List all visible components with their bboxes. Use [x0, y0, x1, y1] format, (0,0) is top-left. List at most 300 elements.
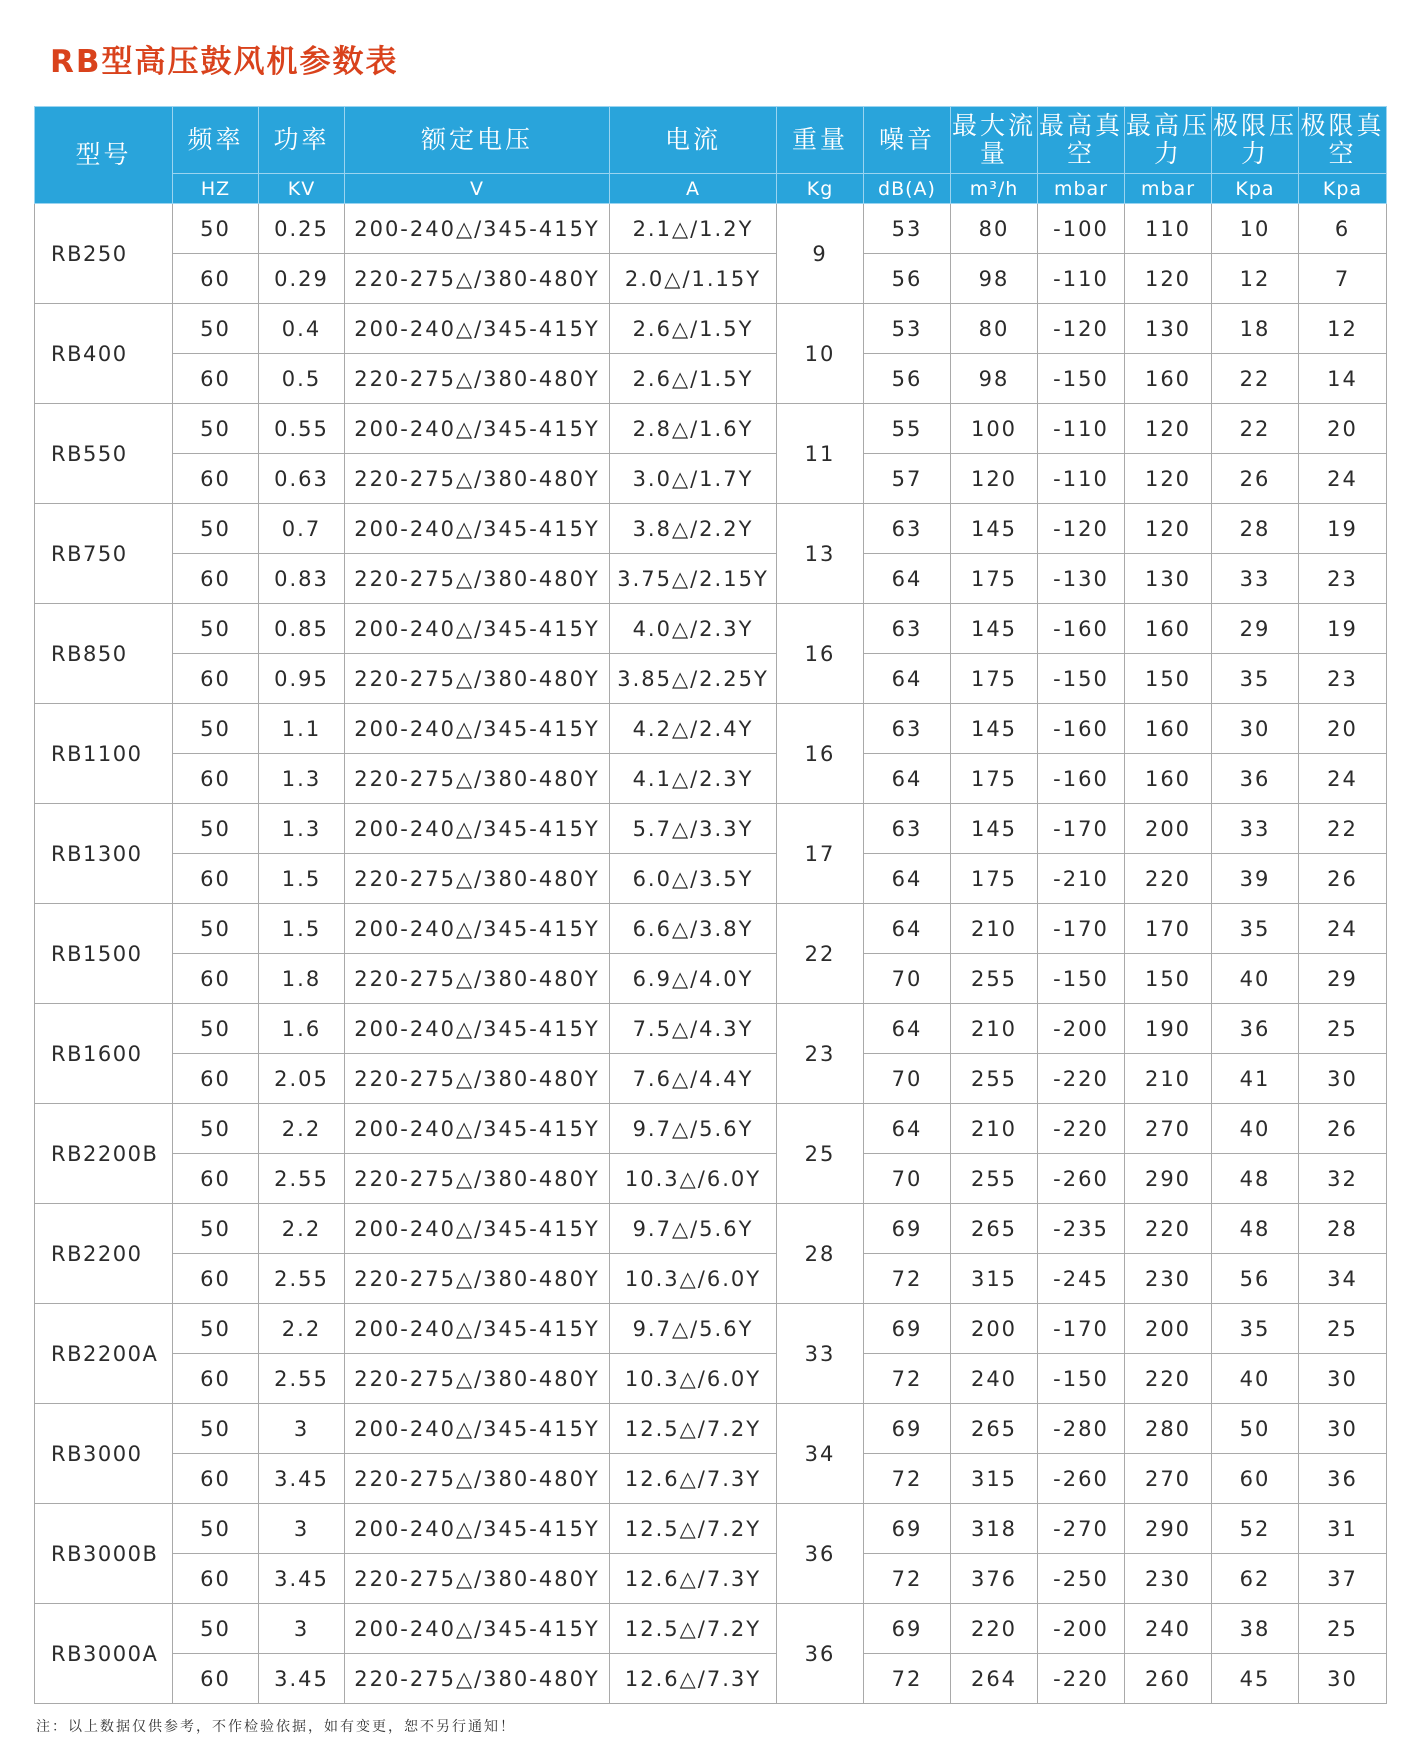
cell-voltage: 220-275△/380-480Y [345, 1654, 610, 1704]
cell-noise: 53 [864, 204, 951, 254]
unit-limit-vacuum: Kpa [1299, 174, 1387, 204]
cell-model: RB2200B [35, 1104, 173, 1204]
cell-current: 4.0△/2.3Y [610, 604, 777, 654]
cell-max-pressure: 160 [1125, 354, 1212, 404]
cell-noise: 69 [864, 1404, 951, 1454]
cell-voltage: 200-240△/345-415Y [345, 604, 610, 654]
cell-limit-vacuum: 31 [1299, 1504, 1387, 1554]
cell-limit-pressure: 48 [1212, 1154, 1299, 1204]
cell-current: 2.6△/1.5Y [610, 354, 777, 404]
table-row [35, 1304, 1387, 1354]
cell-noise: 64 [864, 554, 951, 604]
cell-limit-vacuum: 30 [1299, 1354, 1387, 1404]
cell-noise: 53 [864, 304, 951, 354]
cell-max-pressure: 290 [1125, 1504, 1212, 1554]
cell-limit-pressure: 26 [1212, 454, 1299, 504]
cell-limit-vacuum: 25 [1299, 1304, 1387, 1354]
cell-model: RB850 [35, 604, 173, 704]
header-model: 型号 [35, 107, 173, 204]
cell-current: 2.1△/1.2Y [610, 204, 777, 254]
cell-voltage: 200-240△/345-415Y [345, 204, 610, 254]
cell-noise: 56 [864, 254, 951, 304]
cell-limit-pressure: 62 [1212, 1554, 1299, 1604]
cell-frequency: 60 [173, 1554, 259, 1604]
cell-power: 3 [259, 1604, 345, 1654]
table-row [35, 854, 1387, 904]
table-row [35, 1154, 1387, 1204]
table-row [35, 704, 1387, 754]
cell-frequency: 50 [173, 204, 259, 254]
cell-power: 1.5 [259, 854, 345, 904]
cell-weight: 11 [777, 404, 864, 504]
cell-voltage: 200-240△/345-415Y [345, 1404, 610, 1454]
cell-power: 2.55 [259, 1254, 345, 1304]
cell-weight: 25 [777, 1104, 864, 1204]
footnote: 注：以上数据仅供参考，不作检验依据，如有变更，恕不另行通知！ [36, 1719, 516, 1735]
table-row [35, 1054, 1387, 1104]
header-limit-pressure: 极限压力 [1212, 107, 1299, 174]
cell-noise: 63 [864, 804, 951, 854]
cell-current: 10.3△/6.0Y [610, 1354, 777, 1404]
cell-current: 7.6△/4.4Y [610, 1054, 777, 1104]
cell-limit-pressure: 30 [1212, 704, 1299, 754]
cell-frequency: 50 [173, 404, 259, 454]
cell-voltage: 220-275△/380-480Y [345, 354, 610, 404]
cell-noise: 64 [864, 654, 951, 704]
cell-max-flow: 98 [951, 254, 1038, 304]
cell-max-flow: 315 [951, 1254, 1038, 1304]
cell-voltage: 200-240△/345-415Y [345, 1004, 610, 1054]
cell-current: 3.85△/2.25Y [610, 654, 777, 704]
cell-noise: 69 [864, 1304, 951, 1354]
header-limit-vacuum: 极限真空 [1299, 107, 1387, 174]
cell-limit-pressure: 10 [1212, 204, 1299, 254]
cell-voltage: 220-275△/380-480Y [345, 1354, 610, 1404]
cell-power: 0.85 [259, 604, 345, 654]
table-row [35, 1404, 1387, 1454]
cell-noise: 64 [864, 904, 951, 954]
cell-weight: 33 [777, 1304, 864, 1404]
cell-power: 0.55 [259, 404, 345, 454]
header-current: 电流 [610, 107, 777, 174]
header-max-flow: 最大流量 [951, 107, 1038, 174]
table-row [35, 1004, 1387, 1054]
cell-frequency: 60 [173, 654, 259, 704]
cell-limit-vacuum: 26 [1299, 854, 1387, 904]
cell-max-pressure: 150 [1125, 954, 1212, 1004]
cell-max-flow: 210 [951, 904, 1038, 954]
cell-voltage: 220-275△/380-480Y [345, 1454, 610, 1504]
cell-power: 3 [259, 1504, 345, 1554]
unit-weight: Kg [777, 174, 864, 204]
cell-frequency: 60 [173, 1154, 259, 1204]
table-row [35, 554, 1387, 604]
cell-voltage: 220-275△/380-480Y [345, 1054, 610, 1104]
cell-current: 9.7△/5.6Y [610, 1104, 777, 1154]
cell-voltage: 220-275△/380-480Y [345, 254, 610, 304]
cell-limit-pressure: 45 [1212, 1654, 1299, 1704]
unit-current: A [610, 174, 777, 204]
cell-weight: 9 [777, 204, 864, 304]
table-row [35, 254, 1387, 304]
cell-max-pressure: 120 [1125, 454, 1212, 504]
cell-limit-pressure: 39 [1212, 854, 1299, 904]
cell-limit-vacuum: 14 [1299, 354, 1387, 404]
cell-model: RB250 [35, 204, 173, 304]
cell-weight: 16 [777, 704, 864, 804]
cell-weight: 17 [777, 804, 864, 904]
cell-frequency: 50 [173, 804, 259, 854]
cell-limit-pressure: 28 [1212, 504, 1299, 554]
cell-model: RB3000A [35, 1604, 173, 1704]
cell-limit-pressure: 36 [1212, 1004, 1299, 1054]
cell-max-flow: 210 [951, 1104, 1038, 1154]
cell-model: RB3000 [35, 1404, 173, 1504]
cell-max-vacuum: -245 [1038, 1254, 1125, 1304]
unit-max-vacuum: mbar [1038, 174, 1125, 204]
cell-current: 3.8△/2.2Y [610, 504, 777, 554]
cell-max-flow: 175 [951, 554, 1038, 604]
cell-power: 2.2 [259, 1204, 345, 1254]
cell-current: 6.6△/3.8Y [610, 904, 777, 954]
table-row [35, 1554, 1387, 1604]
cell-max-flow: 220 [951, 1604, 1038, 1654]
cell-weight: 13 [777, 504, 864, 604]
cell-frequency: 50 [173, 1504, 259, 1554]
table-row [35, 804, 1387, 854]
cell-current: 12.5△/7.2Y [610, 1504, 777, 1554]
cell-weight: 36 [777, 1504, 864, 1604]
cell-limit-pressure: 60 [1212, 1454, 1299, 1504]
cell-limit-vacuum: 23 [1299, 654, 1387, 704]
cell-current: 10.3△/6.0Y [610, 1154, 777, 1204]
cell-model: RB1300 [35, 804, 173, 904]
cell-max-vacuum: -210 [1038, 854, 1125, 904]
cell-frequency: 50 [173, 604, 259, 654]
cell-limit-pressure: 29 [1212, 604, 1299, 654]
cell-limit-pressure: 40 [1212, 954, 1299, 1004]
cell-noise: 64 [864, 1104, 951, 1154]
cell-frequency: 60 [173, 754, 259, 804]
cell-current: 12.5△/7.2Y [610, 1604, 777, 1654]
cell-voltage: 220-275△/380-480Y [345, 954, 610, 1004]
cell-voltage: 220-275△/380-480Y [345, 654, 610, 704]
cell-model: RB550 [35, 404, 173, 504]
cell-frequency: 60 [173, 954, 259, 1004]
cell-limit-vacuum: 34 [1299, 1254, 1387, 1304]
cell-model: RB1100 [35, 704, 173, 804]
cell-noise: 57 [864, 454, 951, 504]
cell-max-vacuum: -110 [1038, 254, 1125, 304]
unit-frequency: HZ [173, 174, 259, 204]
table-row [35, 1654, 1387, 1704]
cell-power: 0.25 [259, 204, 345, 254]
cell-voltage: 220-275△/380-480Y [345, 454, 610, 504]
cell-max-pressure: 230 [1125, 1254, 1212, 1304]
table-row [35, 1604, 1387, 1654]
cell-max-pressure: 170 [1125, 904, 1212, 954]
table-row [35, 304, 1387, 354]
header-power: 功率 [259, 107, 345, 174]
cell-limit-pressure: 41 [1212, 1054, 1299, 1104]
cell-max-flow: 98 [951, 354, 1038, 404]
cell-max-flow: 100 [951, 404, 1038, 454]
cell-power: 1.5 [259, 904, 345, 954]
cell-noise: 64 [864, 854, 951, 904]
cell-max-pressure: 290 [1125, 1154, 1212, 1204]
cell-power: 0.5 [259, 354, 345, 404]
cell-frequency: 60 [173, 354, 259, 404]
cell-limit-vacuum: 20 [1299, 704, 1387, 754]
cell-frequency: 50 [173, 1104, 259, 1154]
cell-max-flow: 315 [951, 1454, 1038, 1504]
cell-weight: 22 [777, 904, 864, 1004]
cell-limit-vacuum: 37 [1299, 1554, 1387, 1604]
cell-noise: 70 [864, 1154, 951, 1204]
table-row [35, 1454, 1387, 1504]
cell-max-vacuum: -200 [1038, 1604, 1125, 1654]
cell-max-vacuum: -250 [1038, 1554, 1125, 1604]
cell-limit-pressure: 35 [1212, 654, 1299, 704]
cell-limit-vacuum: 24 [1299, 454, 1387, 504]
header-frequency: 频率 [173, 107, 259, 174]
cell-max-vacuum: -160 [1038, 604, 1125, 654]
cell-noise: 70 [864, 1054, 951, 1104]
cell-limit-pressure: 35 [1212, 904, 1299, 954]
cell-model: RB400 [35, 304, 173, 404]
cell-frequency: 50 [173, 504, 259, 554]
unit-max-flow: m³/h [951, 174, 1038, 204]
cell-power: 0.63 [259, 454, 345, 504]
cell-max-flow: 80 [951, 204, 1038, 254]
table-row [35, 404, 1387, 454]
cell-current: 12.6△/7.3Y [610, 1654, 777, 1704]
cell-frequency: 50 [173, 1004, 259, 1054]
cell-limit-vacuum: 29 [1299, 954, 1387, 1004]
cell-voltage: 200-240△/345-415Y [345, 704, 610, 754]
cell-frequency: 50 [173, 904, 259, 954]
cell-weight: 16 [777, 604, 864, 704]
cell-frequency: 60 [173, 1054, 259, 1104]
cell-max-pressure: 210 [1125, 1054, 1212, 1104]
cell-voltage: 220-275△/380-480Y [345, 854, 610, 904]
cell-current: 10.3△/6.0Y [610, 1254, 777, 1304]
cell-limit-vacuum: 26 [1299, 1104, 1387, 1154]
cell-model: RB2200 [35, 1204, 173, 1304]
cell-noise: 64 [864, 1004, 951, 1054]
cell-power: 2.2 [259, 1304, 345, 1354]
cell-limit-vacuum: 25 [1299, 1604, 1387, 1654]
cell-max-pressure: 260 [1125, 1654, 1212, 1704]
cell-max-flow: 175 [951, 654, 1038, 704]
cell-max-vacuum: -160 [1038, 754, 1125, 804]
cell-power: 0.83 [259, 554, 345, 604]
unit-limit-pressure: Kpa [1212, 174, 1299, 204]
cell-limit-pressure: 36 [1212, 754, 1299, 804]
unit-max-pressure: mbar [1125, 174, 1212, 204]
cell-max-pressure: 270 [1125, 1104, 1212, 1154]
header-max-pressure: 最高压力 [1125, 107, 1212, 174]
cell-current: 9.7△/5.6Y [610, 1304, 777, 1354]
cell-model: RB2200A [35, 1304, 173, 1404]
cell-limit-vacuum: 19 [1299, 604, 1387, 654]
cell-voltage: 200-240△/345-415Y [345, 1604, 610, 1654]
cell-limit-vacuum: 30 [1299, 1404, 1387, 1454]
cell-noise: 63 [864, 704, 951, 754]
cell-limit-vacuum: 24 [1299, 904, 1387, 954]
cell-max-flow: 120 [951, 454, 1038, 504]
cell-voltage: 220-275△/380-480Y [345, 754, 610, 804]
cell-limit-vacuum: 30 [1299, 1654, 1387, 1704]
cell-max-flow: 145 [951, 604, 1038, 654]
cell-limit-vacuum: 32 [1299, 1154, 1387, 1204]
cell-limit-vacuum: 7 [1299, 254, 1387, 304]
cell-weight: 28 [777, 1204, 864, 1304]
cell-max-pressure: 220 [1125, 1354, 1212, 1404]
header-max-vacuum: 最高真空 [1038, 107, 1125, 174]
cell-max-flow: 318 [951, 1504, 1038, 1554]
cell-max-vacuum: -120 [1038, 504, 1125, 554]
cell-power: 1.3 [259, 754, 345, 804]
table-body [35, 204, 1387, 1704]
cell-noise: 69 [864, 1604, 951, 1654]
cell-limit-vacuum: 6 [1299, 204, 1387, 254]
cell-max-pressure: 130 [1125, 304, 1212, 354]
cell-limit-pressure: 18 [1212, 304, 1299, 354]
cell-max-flow: 265 [951, 1404, 1038, 1454]
cell-limit-vacuum: 12 [1299, 304, 1387, 354]
table-row [35, 204, 1387, 254]
cell-frequency: 50 [173, 1304, 259, 1354]
cell-limit-pressure: 40 [1212, 1354, 1299, 1404]
cell-max-flow: 210 [951, 1004, 1038, 1054]
cell-weight: 34 [777, 1404, 864, 1504]
cell-current: 7.5△/4.3Y [610, 1004, 777, 1054]
cell-power: 0.7 [259, 504, 345, 554]
cell-voltage: 200-240△/345-415Y [345, 404, 610, 454]
cell-limit-vacuum: 25 [1299, 1004, 1387, 1054]
cell-max-pressure: 120 [1125, 404, 1212, 454]
table-header [35, 107, 1387, 204]
cell-weight: 36 [777, 1604, 864, 1704]
cell-limit-pressure: 52 [1212, 1504, 1299, 1554]
cell-voltage: 200-240△/345-415Y [345, 904, 610, 954]
cell-frequency: 50 [173, 704, 259, 754]
cell-voltage: 220-275△/380-480Y [345, 1254, 610, 1304]
cell-max-flow: 376 [951, 1554, 1038, 1604]
cell-voltage: 220-275△/380-480Y [345, 554, 610, 604]
cell-power: 0.95 [259, 654, 345, 704]
table-row [35, 1354, 1387, 1404]
cell-power: 2.55 [259, 1154, 345, 1204]
cell-current: 9.7△/5.6Y [610, 1204, 777, 1254]
cell-max-pressure: 270 [1125, 1454, 1212, 1504]
table-row [35, 904, 1387, 954]
cell-max-vacuum: -220 [1038, 1104, 1125, 1154]
cell-max-vacuum: -150 [1038, 954, 1125, 1004]
cell-frequency: 60 [173, 1454, 259, 1504]
cell-power: 2.2 [259, 1104, 345, 1154]
cell-limit-vacuum: 36 [1299, 1454, 1387, 1504]
cell-max-flow: 80 [951, 304, 1038, 354]
cell-max-flow: 200 [951, 1304, 1038, 1354]
cell-max-pressure: 160 [1125, 704, 1212, 754]
cell-noise: 69 [864, 1504, 951, 1554]
cell-noise: 72 [864, 1454, 951, 1504]
cell-current: 2.6△/1.5Y [610, 304, 777, 354]
cell-max-pressure: 160 [1125, 604, 1212, 654]
cell-power: 1.6 [259, 1004, 345, 1054]
cell-max-flow: 145 [951, 504, 1038, 554]
cell-max-vacuum: -150 [1038, 1354, 1125, 1404]
table-row [35, 1504, 1387, 1554]
unit-noise: dB(A) [864, 174, 951, 204]
cell-noise: 63 [864, 504, 951, 554]
cell-noise: 56 [864, 354, 951, 404]
cell-limit-vacuum: 24 [1299, 754, 1387, 804]
cell-limit-vacuum: 19 [1299, 504, 1387, 554]
cell-current: 2.0△/1.15Y [610, 254, 777, 304]
cell-limit-vacuum: 28 [1299, 1204, 1387, 1254]
cell-max-vacuum: -270 [1038, 1504, 1125, 1554]
table-row [35, 454, 1387, 504]
cell-max-vacuum: -260 [1038, 1154, 1125, 1204]
cell-power: 1.8 [259, 954, 345, 1004]
cell-limit-pressure: 40 [1212, 1104, 1299, 1154]
cell-model: RB750 [35, 504, 173, 604]
cell-max-pressure: 220 [1125, 854, 1212, 904]
cell-frequency: 60 [173, 554, 259, 604]
cell-limit-vacuum: 30 [1299, 1054, 1387, 1104]
cell-current: 12.6△/7.3Y [610, 1454, 777, 1504]
cell-limit-pressure: 38 [1212, 1604, 1299, 1654]
cell-limit-pressure: 50 [1212, 1404, 1299, 1454]
cell-current: 6.9△/4.0Y [610, 954, 777, 1004]
cell-current: 3.75△/2.15Y [610, 554, 777, 604]
cell-frequency: 60 [173, 454, 259, 504]
cell-voltage: 200-240△/345-415Y [345, 804, 610, 854]
cell-voltage: 200-240△/345-415Y [345, 1504, 610, 1554]
cell-max-flow: 265 [951, 1204, 1038, 1254]
cell-max-vacuum: -130 [1038, 554, 1125, 604]
cell-max-pressure: 240 [1125, 1604, 1212, 1654]
cell-power: 3.45 [259, 1654, 345, 1704]
table-row [35, 954, 1387, 1004]
cell-power: 2.05 [259, 1054, 345, 1104]
cell-current: 4.1△/2.3Y [610, 754, 777, 804]
cell-max-vacuum: -110 [1038, 454, 1125, 504]
table-row [35, 1254, 1387, 1304]
cell-weight: 10 [777, 304, 864, 404]
cell-current: 5.7△/3.3Y [610, 804, 777, 854]
cell-frequency: 50 [173, 304, 259, 354]
cell-max-vacuum: -120 [1038, 304, 1125, 354]
cell-max-flow: 264 [951, 1654, 1038, 1704]
cell-max-pressure: 120 [1125, 254, 1212, 304]
header-voltage: 额定电压 [345, 107, 610, 174]
cell-max-flow: 255 [951, 1154, 1038, 1204]
cell-max-pressure: 120 [1125, 504, 1212, 554]
cell-limit-pressure: 12 [1212, 254, 1299, 304]
cell-max-vacuum: -170 [1038, 804, 1125, 854]
cell-max-vacuum: -220 [1038, 1054, 1125, 1104]
cell-max-pressure: 200 [1125, 1304, 1212, 1354]
cell-max-vacuum: -235 [1038, 1204, 1125, 1254]
cell-limit-pressure: 33 [1212, 554, 1299, 604]
cell-voltage: 220-275△/380-480Y [345, 1154, 610, 1204]
cell-voltage: 200-240△/345-415Y [345, 304, 610, 354]
cell-power: 3.45 [259, 1554, 345, 1604]
